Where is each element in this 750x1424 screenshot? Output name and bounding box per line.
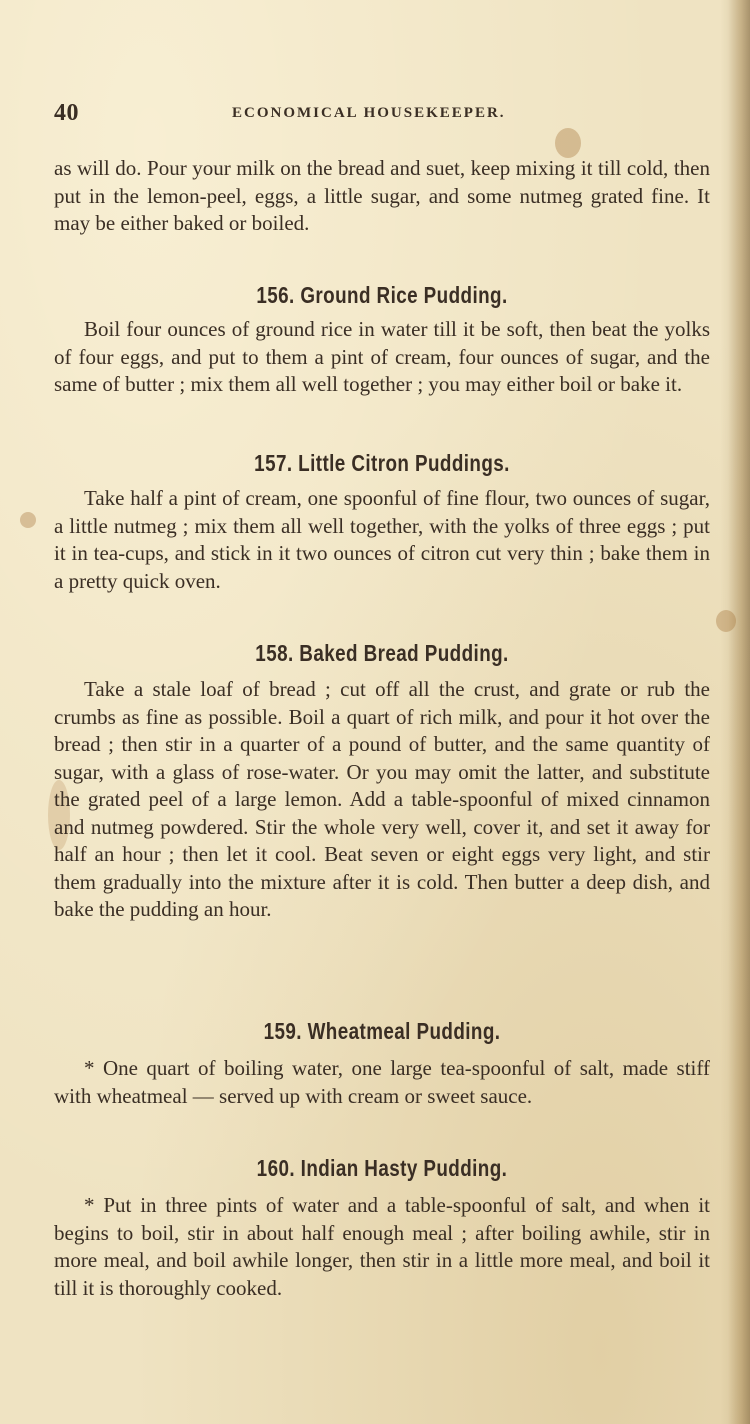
page-edge-shadow <box>728 0 750 1424</box>
page-header <box>54 100 714 132</box>
recipe-body-156: Boil four ounces of ground rice in water till it be soft, then beat the yolks of four eggs, and put to them a pint of cream, four ounces of sugar, and the same of butter ; mix them all well together ; you may either boil or bake it. <box>54 317 710 396</box>
recipe-body-159-block <box>54 1055 710 1110</box>
running-head: ECONOMICAL HOUSEKEEPER. <box>232 105 506 121</box>
recipe-body-158: Take a stale loaf of bread ; cut off all the crust, and grate or rub the crumbs as fine as possible. Boil a quart of rich milk, and pour it hot over the bread ; then stir in a quarter of a pound of butter, and the same quantity of sugar, with a glass of rose-water. Or you may omit the latter, and substitute the grated peel of a large lemon. Add a table-spoonful of mixed cinnamon and nutmeg powdered. Stir the whole very well, cover it, and set it away for half an hour ; then let it cool. Beat seven or eight eggs very light, and stir them gradually into the mixture after it is cold. Then butter a deep dish, and bake the pudding an hour. <box>54 677 710 921</box>
recipe-heading-157: 157. Little Citron Puddings. <box>254 450 510 476</box>
recipe-heading-159: 159. Wheatmeal Pudding. <box>263 1018 501 1044</box>
ink-stain <box>555 128 581 158</box>
ink-stain <box>20 512 36 528</box>
recipe-heading-156: 156. Ground Rice Pudding. <box>256 282 508 308</box>
intro-paragraph: as will do. Pour your milk on the bread and suet, keep mixing it till cold, then put in the lemon-peel, eggs, a little sugar, and some nutmeg grated fine. It may be either baked or boiled. <box>54 156 710 235</box>
recipe-body-157: Take half a pint of cream, one spoonful of fine flour, two ounces of sugar, a little nutmeg ; mix them all well together, with the yolks of three eggs ; put it in tea-cups, and stick in it two ounces of citron cut very thin ; bake them in a pretty quick oven. <box>54 486 710 593</box>
recipe-body-159: * One quart of boiling water, one large tea-spoonful of salt, made stiff with wheatmeal — served up with cream or sweet sauce. <box>54 1056 710 1108</box>
recipe-heading-158: 158. Baked Bread Pudding. <box>255 640 509 666</box>
recipe-body-160: * Put in three pints of water and a table-spoonful of salt, and when it begins to boil, stir in about half enough meal ; after boiling awhile, stir in more meal, and boil awhile longer, then stir in a little more meal, and boil it till it is thoroughly cooked. <box>54 1193 710 1300</box>
intro-paragraph-block <box>54 155 710 238</box>
recipe-body-156-block <box>54 316 710 399</box>
recipe-body-157-block <box>54 485 710 595</box>
page-number: 40 <box>54 100 79 126</box>
recipe-body-158-block <box>54 676 710 924</box>
ink-stain <box>716 610 736 632</box>
recipe-body-160-block <box>54 1192 710 1302</box>
recipe-heading-160: 160. Indian Hasty Pudding. <box>256 1155 508 1181</box>
